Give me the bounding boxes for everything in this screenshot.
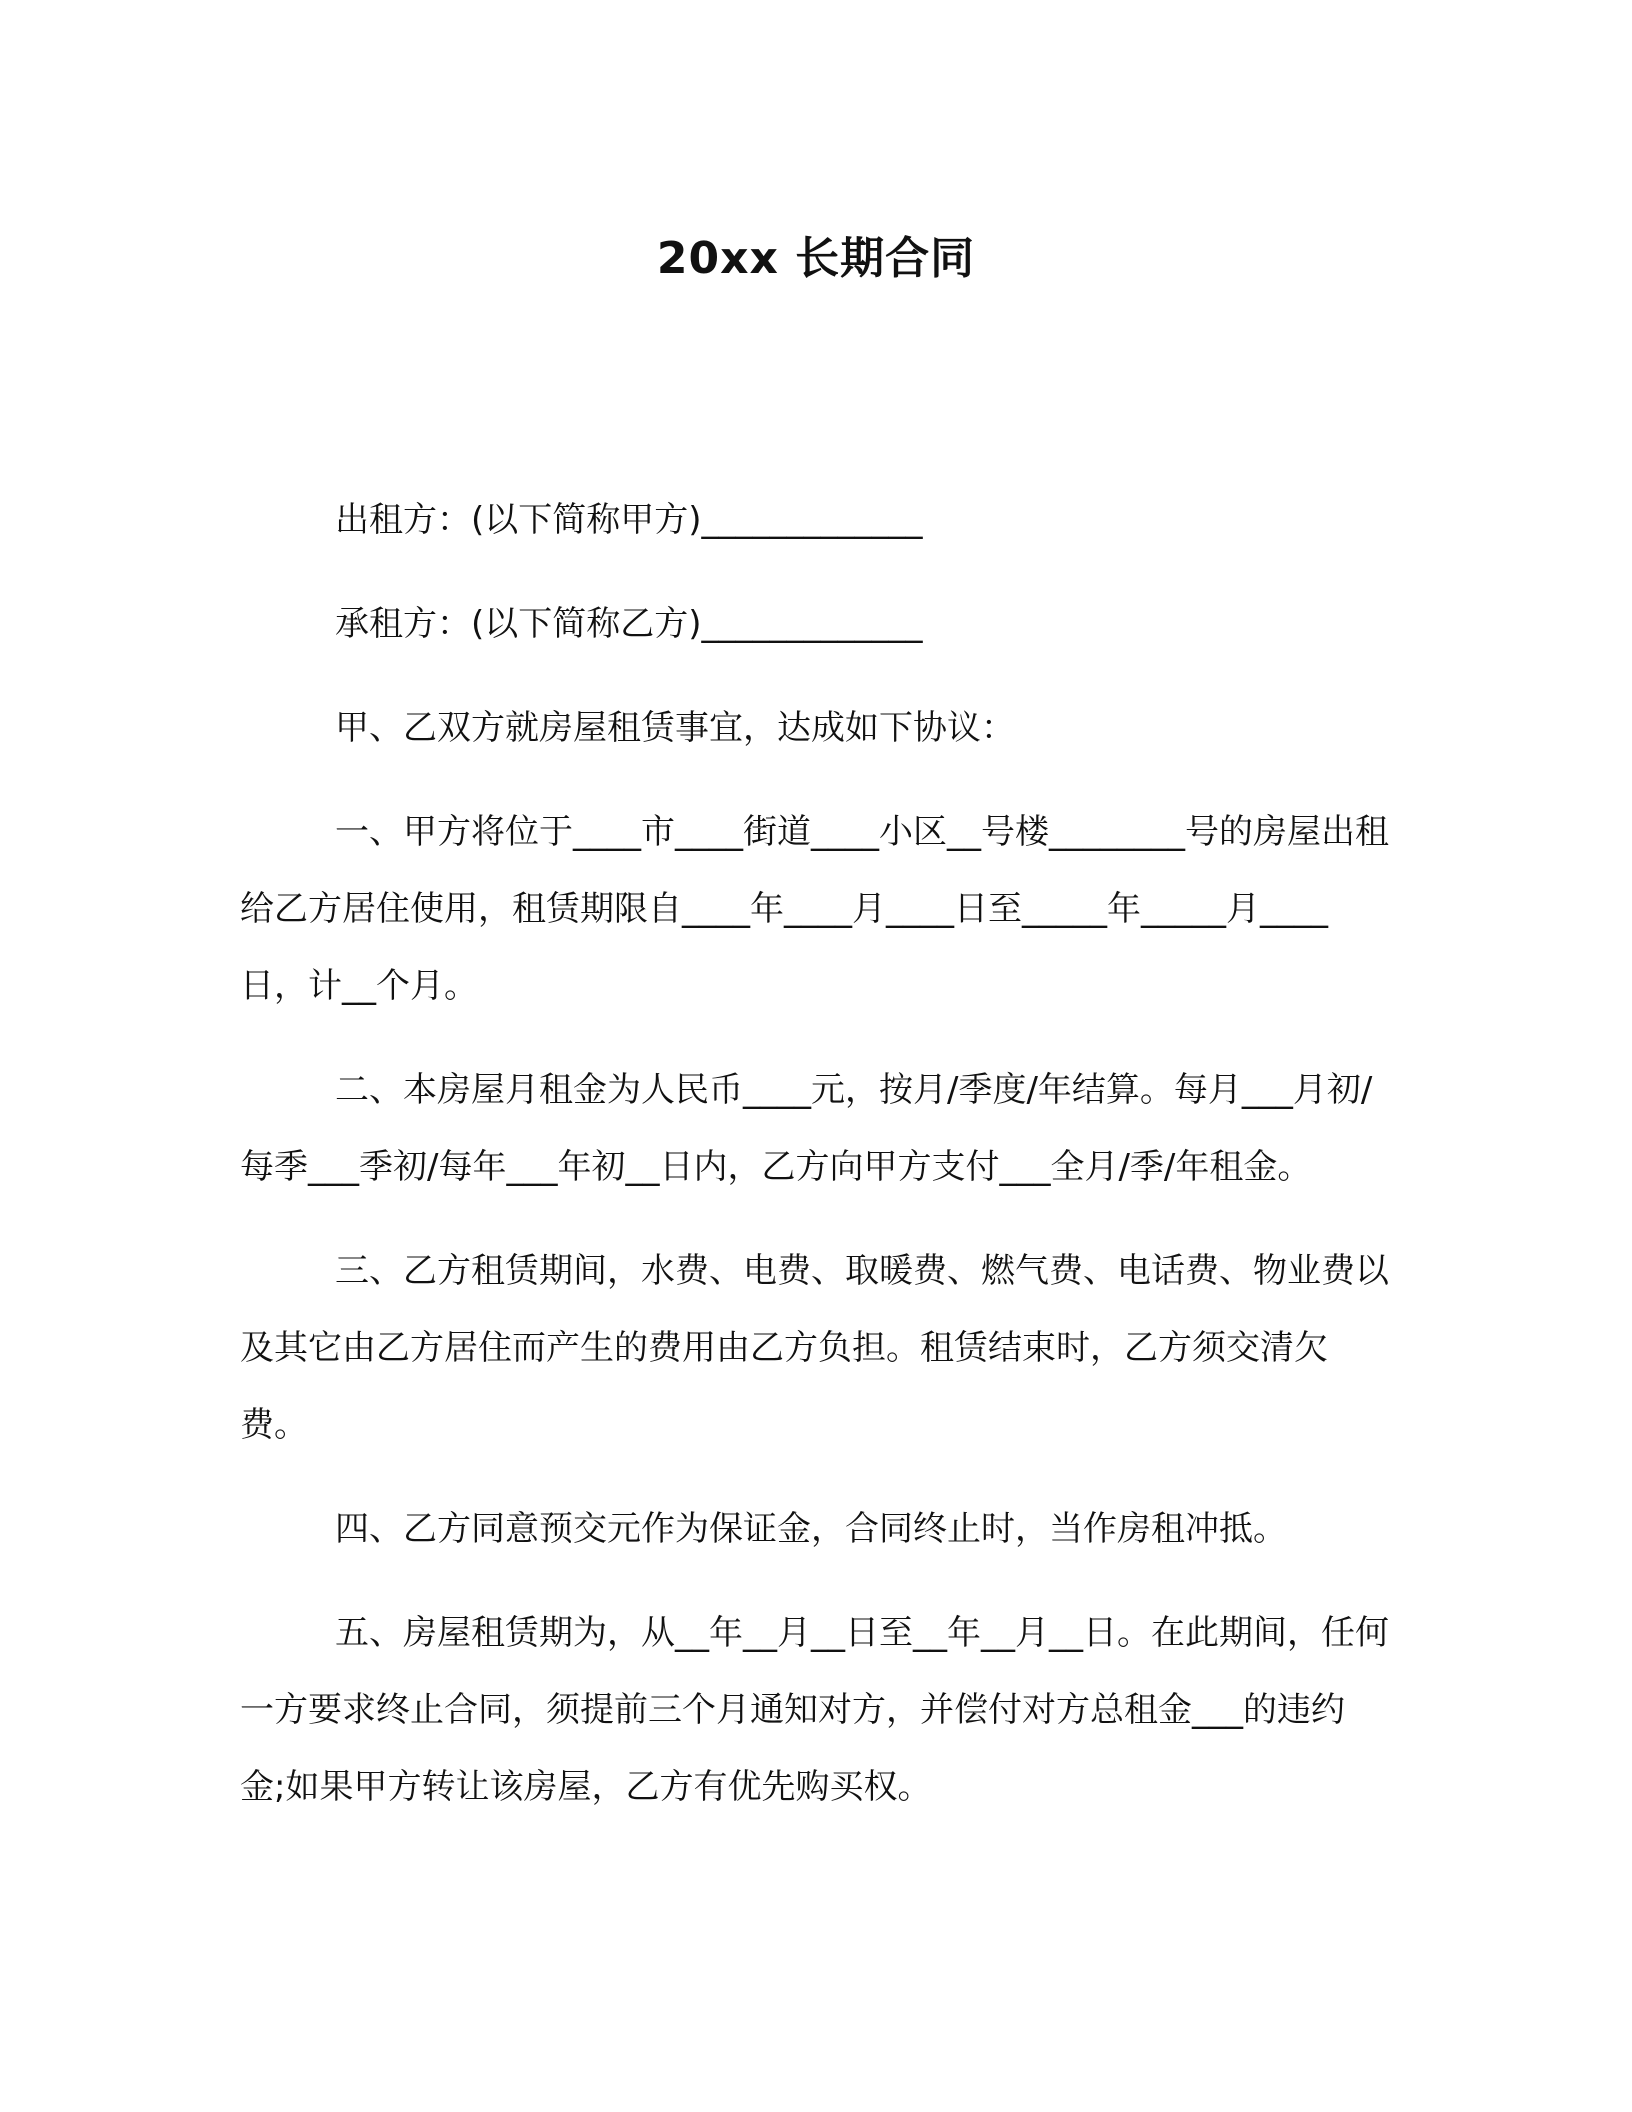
agreement-intro: 甲、乙双方就房屋租赁事宜，达成如下协议： [335,708,1015,748]
clause-4: 四、乙方同意预交元作为保证金，合同终止时，当作房租冲抵。 [335,1509,1287,1549]
lessor-line: 出租方：(以下简称甲方)_____________ [335,500,923,540]
clause-2: 二、本房屋月租金为人民币____元，按月/季度/年结算。每月___月初/每季___季初/每年___年初__日内，乙方向甲方支付___全月/季/年租金。 [240,1070,1373,1187]
clause-1: 一、甲方将位于____市____街道____小区__号楼________号的房屋出租给乙方居住使用，租赁期限自____年____月____日至_____年_____月____日，计__个月。 [240,812,1389,1006]
clause-3: 三、乙方租赁期间，水费、电费、取暖费、燃气费、电话费、物业费以及其它由乙方居住而产生的费用由乙方负担。租赁结束时，乙方须交清欠费。 [240,1251,1389,1445]
document-body [240,482,1390,1853]
clause-5: 五、房屋租赁期为，从__年__月__日至__年__月__日。在此期间，任何一方要求终止合同，须提前三个月通知对方，并偿付对方总租金___的违约金;如果甲方转让该房屋，乙方有优先购买权。 [240,1613,1389,1807]
lessee-line: 承租方：(以下简称乙方)_____________ [335,604,923,644]
document-title: 20xx 长期合同 [656,233,976,284]
